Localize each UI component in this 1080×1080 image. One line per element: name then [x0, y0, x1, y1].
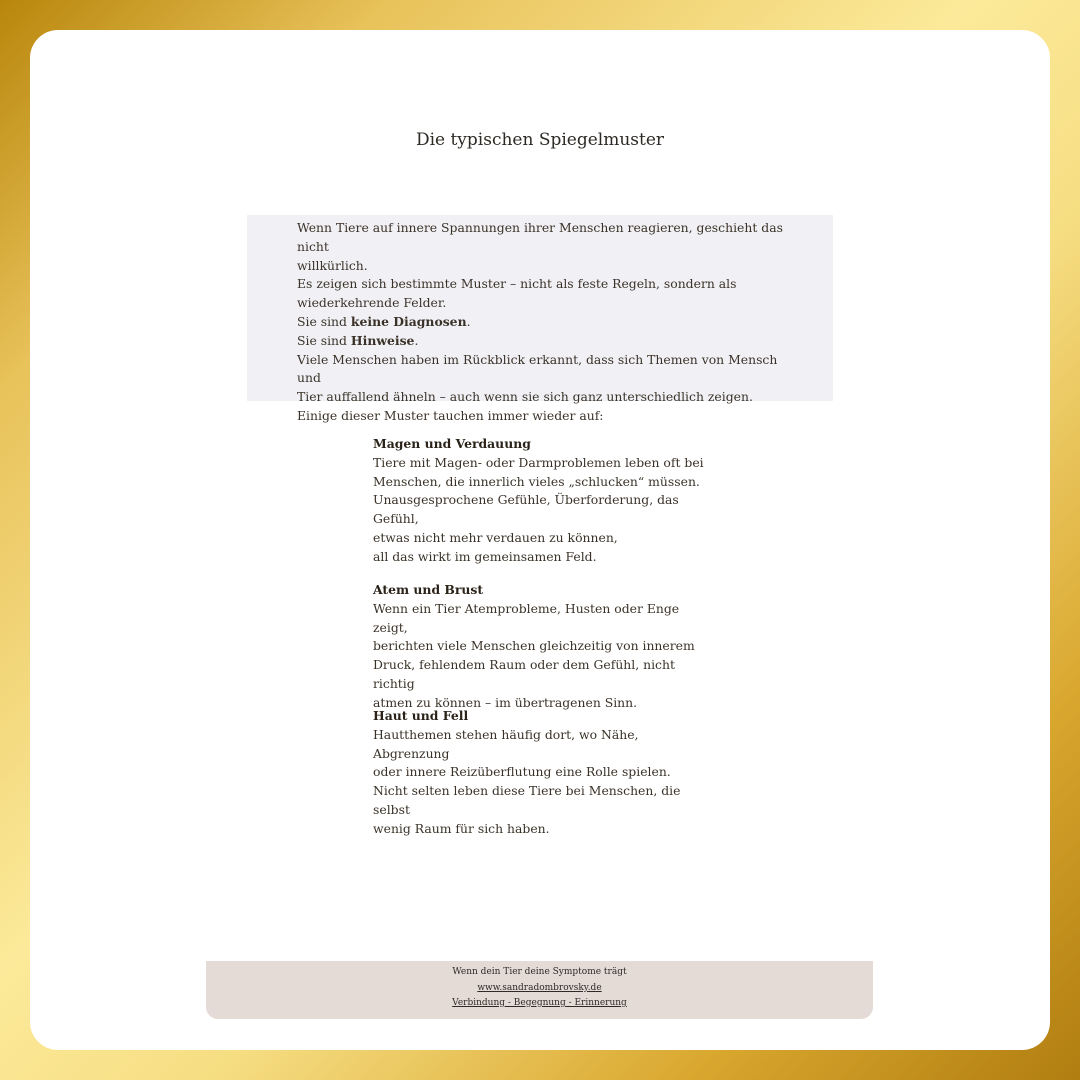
- intro-suffix: .: [466, 313, 471, 329]
- intro-line: Viele Menschen haben im Rückblick erkannt, dass sich Themen von Mensch und: [297, 351, 778, 386]
- section-line: atmen zu können – im übertragenen Sinn.: [373, 694, 638, 710]
- section-line: Nicht selten leben diese Tiere bei Menschen, die selbst: [373, 783, 681, 817]
- intro-suffix: .: [414, 332, 419, 348]
- section-heading: Haut und Fell: [373, 708, 469, 723]
- section-line: Hautthemen stehen häufig dort, wo Nähe, Abgrenzung: [373, 726, 639, 761]
- footer-tagline-link[interactable]: Verbindung - Begegnung - Erinnerung: [452, 998, 627, 1008]
- intro-prefix: Sie sind: [297, 332, 351, 348]
- intro-line: wiederkehrende Felder.: [297, 295, 447, 311]
- footer-title: Wenn dein Tier deine Symptome trägt: [452, 967, 627, 977]
- intro-line: willkürlich.: [297, 257, 368, 273]
- section-line: all das wirkt im gemeinsamen Feld.: [373, 548, 597, 564]
- intro-line: Einige dieser Muster tauchen immer wieder auf:: [297, 407, 604, 423]
- section-line: Wenn ein Tier Atemprobleme, Husten oder Enge zeigt,: [373, 600, 680, 635]
- section-breathing: [373, 581, 713, 713]
- section-heading: Magen und Verdauung: [373, 436, 531, 451]
- intro-text: [297, 219, 797, 426]
- footer-website-link[interactable]: www.sandradombrovsky.de: [477, 983, 602, 993]
- section-line: Unausgesprochene Gefühle, Überforderung, das Gefühl,: [373, 492, 679, 527]
- intro-prefix: Sie sind: [297, 313, 351, 329]
- section-line: wenig Raum für sich haben.: [373, 820, 550, 836]
- intro-emphasis: keine Diagnosen: [350, 313, 467, 329]
- intro-line: Wenn Tiere auf innere Spannungen ihrer Menschen reagieren, geschieht das nicht: [297, 220, 783, 254]
- intro-line: Es zeigen sich bestimmte Muster – nicht als feste Regeln, sondern als: [297, 276, 737, 292]
- section-digestion: [373, 435, 713, 567]
- section-line: oder innere Reizüberflutung eine Rolle spielen.: [373, 764, 671, 780]
- section-line: Menschen, die innerlich vieles „schlucken“ müssen.: [373, 473, 700, 489]
- section-line: etwas nicht mehr verdauen zu können,: [373, 529, 618, 545]
- page-title: Die typischen Spiegelmuster: [415, 130, 665, 150]
- section-skin: [373, 707, 713, 839]
- section-line: berichten viele Menschen gleichzeitig von innerem: [373, 638, 695, 654]
- section-line: Druck, fehlendem Raum oder dem Gefühl, nicht richtig: [373, 657, 675, 691]
- intro-emphasis: Hinweise: [350, 332, 415, 348]
- footer-banner: [206, 961, 873, 1019]
- intro-line: Tier auffallend ähneln – auch wenn sie sich ganz unterschiedlich zeigen.: [297, 389, 753, 405]
- intro-line-hints: [297, 332, 797, 351]
- section-line: Tiere mit Magen- oder Darmproblemen leben oft bei: [373, 454, 704, 470]
- intro-line-no-diagnoses: [297, 313, 797, 332]
- section-heading: Atem und Brust: [373, 582, 484, 597]
